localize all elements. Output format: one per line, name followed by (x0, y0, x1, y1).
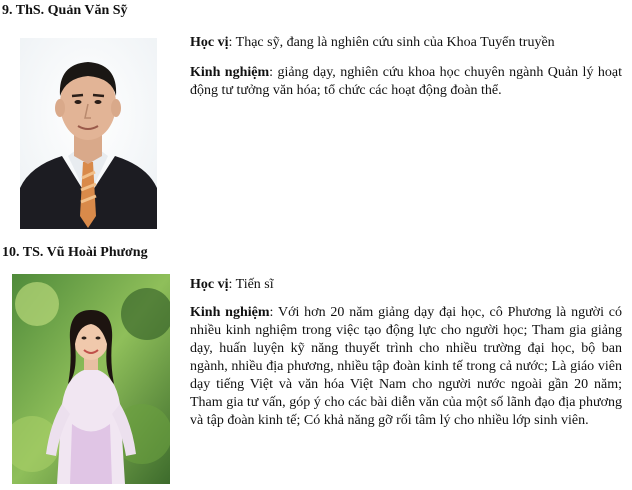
degree-line (190, 276, 622, 294)
experience-line (190, 64, 622, 100)
man-portrait-icon (20, 38, 157, 229)
degree-label: Học vị (190, 35, 229, 50)
degree-value: : Tiến sĩ (228, 277, 274, 292)
experience-label: Kinh nghiệm (190, 65, 270, 80)
woman-portrait-icon (12, 274, 170, 484)
experience-value: : giảng dạy, nghiên cứu khoa học chuyên ngành Quản lý hoạt động tư tưởng văn hóa; tổ chức các hoạt động đoàn thể. (190, 65, 622, 98)
entry-details (190, 34, 622, 100)
portrait-photo (20, 38, 157, 229)
experience-line (190, 304, 622, 430)
degree-value: : Thạc sỹ, đang là nghiên cứu sinh của Khoa Tuyển truyền (228, 35, 555, 50)
entry-heading: 9. ThS. Quản Văn Sỹ (2, 3, 128, 18)
entry-heading: 10. TS. Vũ Hoài Phương (2, 245, 148, 260)
degree-label: Học vị (190, 277, 229, 292)
entry-details (190, 276, 622, 430)
experience-value: : Với hơn 20 năm giảng dạy đại học, cô Phương là người có nhiều kinh nghiệm trong việc tạo động lực cho người học; Tham gia giảng dạy, huấn luyện kỹ năng thuyết trình cho nhiều trường đại học, bộ ban ngành, nhiều địa phương, nhiều tập đoàn kinh tế trong cả nước; Là giáo viên dạy tiếng Việt và văn hóa Việt Nam cho người nước ngoài gần 20 năm; Tham gia tư vấn, góp ý cho các bài diễn văn của một số lãnh đạo địa phương và tập đoàn kinh tế; Có khả năng gỡ rối tâm lý cho nhiều lớp sinh viên. (190, 305, 622, 428)
experience-label: Kinh nghiệm (190, 305, 270, 320)
degree-line (190, 34, 622, 52)
portrait-photo (12, 274, 170, 484)
